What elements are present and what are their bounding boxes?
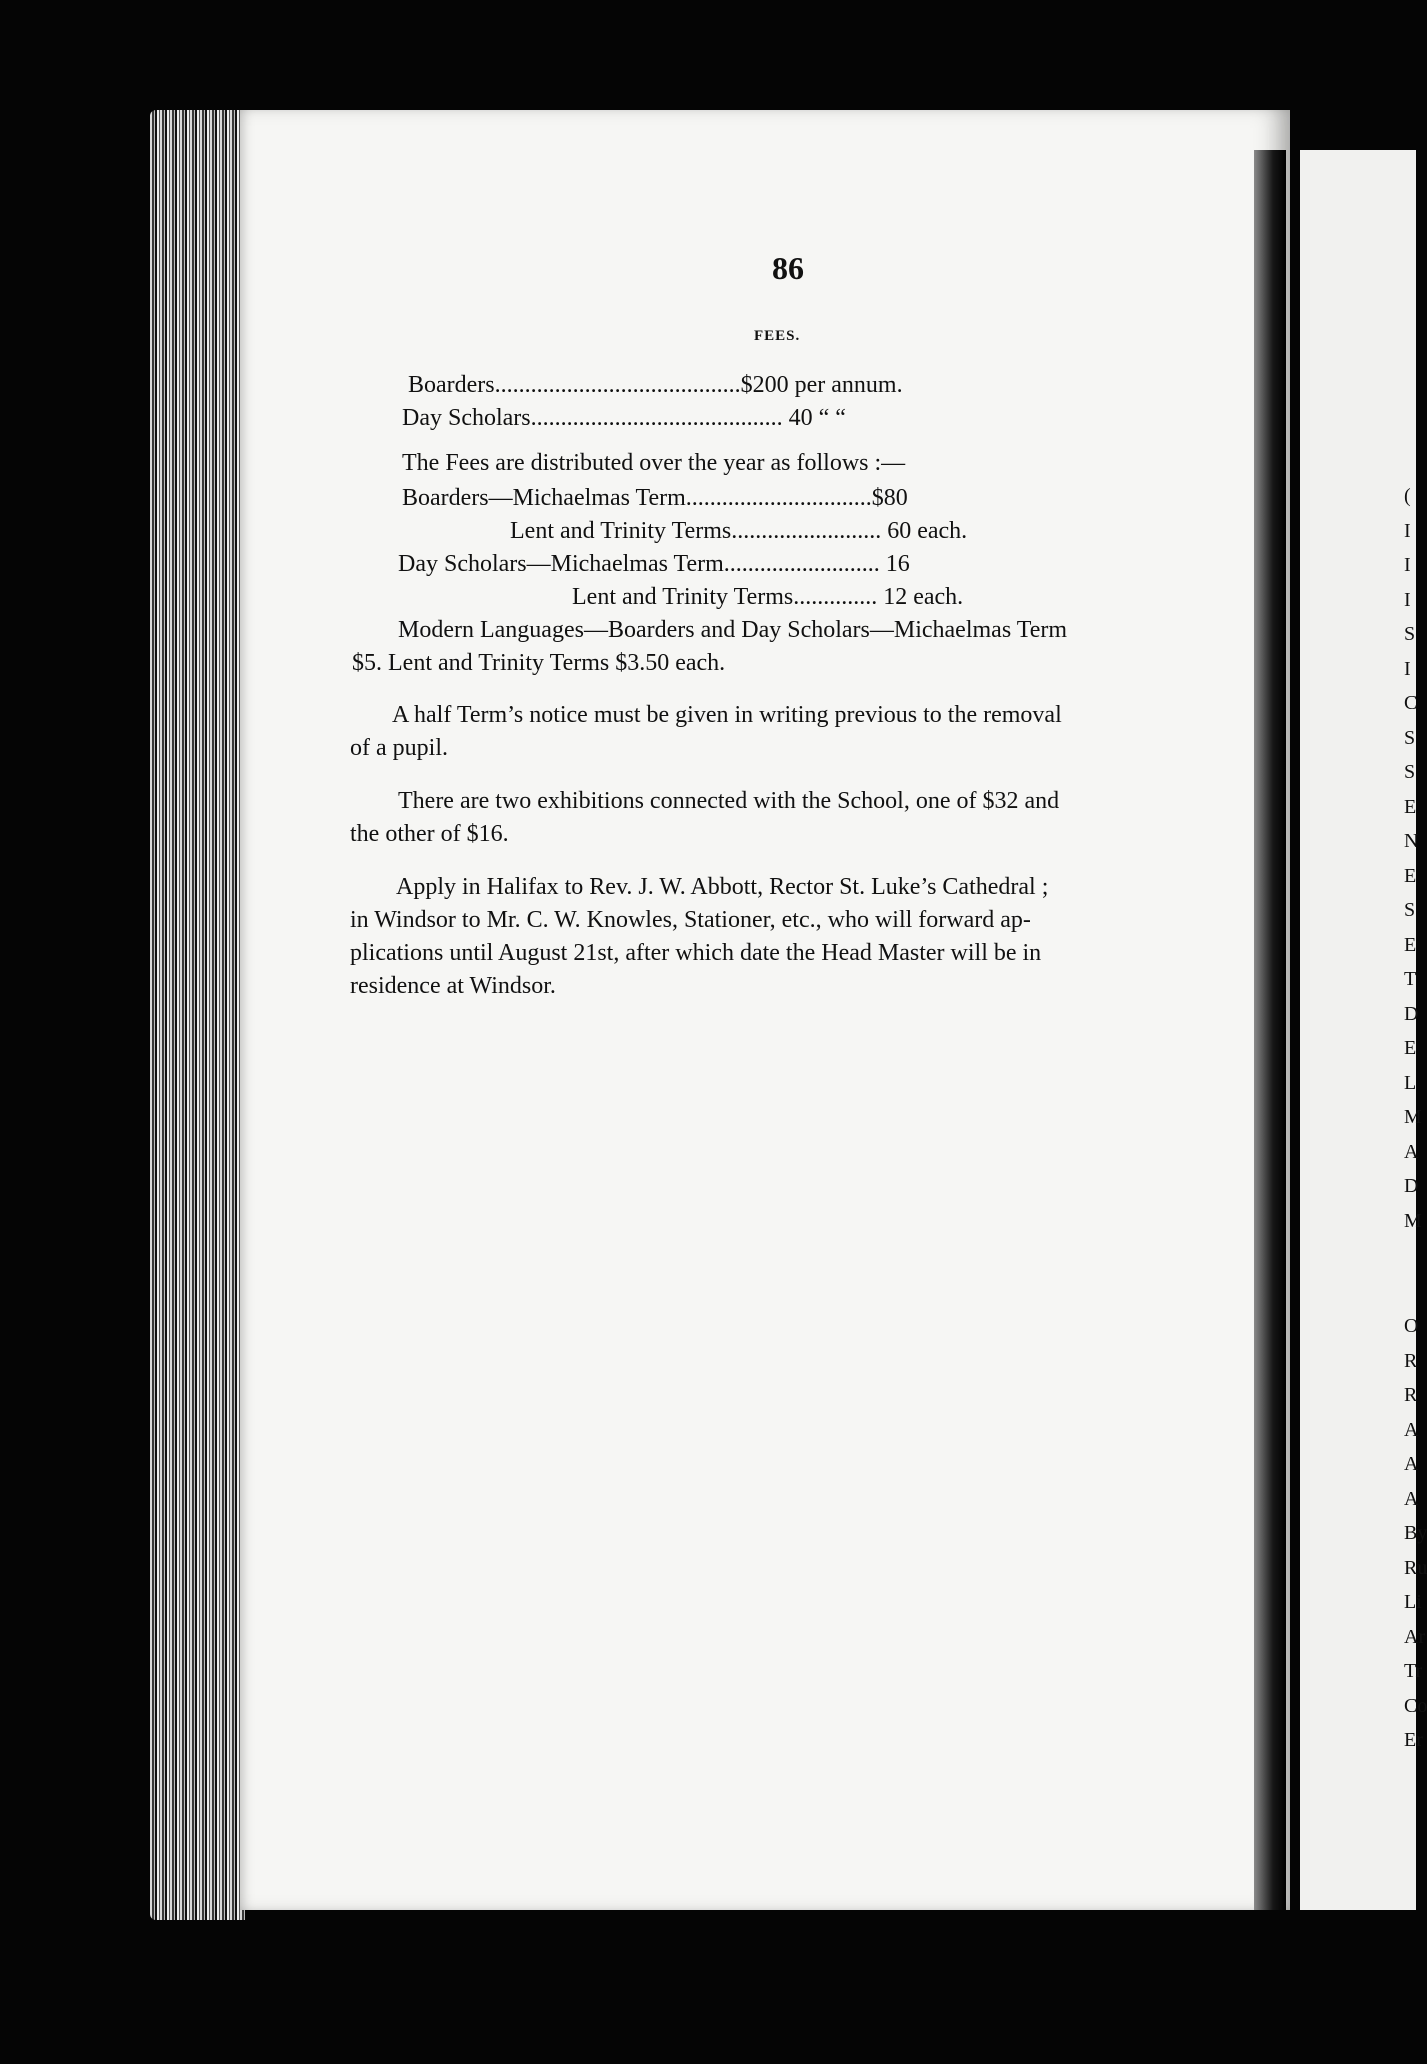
facing-page-letter: L — [1404, 1071, 1417, 1094]
exhibition-line: the other of $16. — [350, 821, 509, 847]
fee-line-day-lent: Lent and Trinity Terms.............. 12 each. — [572, 584, 964, 610]
facing-page-letter: R — [1404, 1349, 1418, 1372]
facing-page-letter: N — [1404, 830, 1419, 852]
facing-page-letter: I — [1404, 519, 1411, 542]
fee-line-modern-languages-cont: $5. Lent and Trinity Terms $3.50 each. — [352, 650, 726, 676]
facing-page-letter: ( — [1404, 485, 1411, 507]
facing-page-letter: E — [1404, 795, 1417, 818]
page-number: 86 — [772, 250, 804, 286]
fee-line-day-scholars: Day Scholars.......................................... 40 “ “ — [402, 405, 846, 431]
book-spine-shadow — [1254, 150, 1286, 1910]
apply-line: residence at Windsor. — [350, 973, 556, 999]
apply-line: plications until August 21st, after which date the Head Master will be in — [350, 940, 1042, 966]
facing-page-letter: Li — [1404, 1591, 1422, 1613]
facing-page-letter: M — [1404, 1106, 1422, 1128]
facing-page-letter: R — [1404, 1384, 1418, 1406]
facing-page-letter: S — [1404, 899, 1416, 921]
facing-page-letter: O — [1404, 1315, 1419, 1337]
facing-page-letter: A — [1404, 1418, 1419, 1441]
facing-page-letter: Er — [1404, 1729, 1423, 1751]
facing-page-letter: A — [1404, 1140, 1419, 1163]
facing-page-letter: I — [1404, 554, 1411, 576]
facing-page-letter: S — [1404, 761, 1416, 783]
facing-page-letter: I — [1404, 588, 1411, 611]
facing-page-letter: E — [1404, 1037, 1417, 1059]
facing-page-letter: S — [1404, 623, 1416, 645]
fee-line-modern-languages: Modern Languages—Boarders and Day Scholars—Michaelmas Term — [398, 617, 1068, 643]
facing-page-letter: T — [1404, 968, 1417, 990]
facing-page-letter: E — [1404, 933, 1417, 956]
book-page — [240, 110, 1290, 1910]
book-page-edges — [150, 110, 245, 1920]
fee-line-boarders-lent: Lent and Trinity Terms......................... 60 each. — [510, 518, 968, 544]
facing-page-letter: Tr — [1404, 1660, 1423, 1682]
facing-page-letter: A — [1404, 1487, 1419, 1510]
exhibition-line: There are two exhibitions connected with the School, one of $32 and — [398, 788, 1060, 814]
fee-line-day-michaelmas: Day Scholars—Michaelmas Term.......................... 16 — [398, 551, 910, 577]
section-heading: FEES. — [754, 328, 801, 344]
apply-line: Apply in Halifax to Rev. J. W. Abbott, Rector St. Luke’s Cathedral ; — [396, 874, 1049, 900]
facing-page-letter: S — [1404, 726, 1416, 749]
facing-page-letter: Co — [1404, 1694, 1427, 1717]
notice-line: A half Term’s notice must be given in writing previous to the removal — [392, 702, 1062, 728]
fee-line-distribution: The Fees are distributed over the year as follows :— — [402, 450, 906, 476]
fee-line-boarders-michaelmas: Boarders—Michaelmas Term...............................$80 — [402, 485, 908, 511]
facing-page-letter: Ru — [1404, 1556, 1427, 1579]
notice-line: of a pupil. — [350, 735, 448, 761]
facing-page-letter: D — [1404, 1002, 1419, 1025]
facing-page-letter: D — [1404, 1175, 1419, 1197]
facing-page-letter: C — [1404, 692, 1418, 714]
facing-page-letter: I — [1404, 657, 1411, 680]
facing-page-letter: A — [1404, 1453, 1419, 1475]
facing-page-letter: By — [1404, 1522, 1427, 1544]
facing-page — [1300, 150, 1427, 1910]
apply-line: in Windsor to Mr. C. W. Knowles, Stationer, etc., who will forward ap- — [350, 907, 1031, 933]
facing-page-letter: Ar — [1404, 1625, 1426, 1648]
fee-line-boarders: Boarders.........................................$200 per annum. — [408, 372, 903, 398]
facing-page-letter: M — [1404, 1209, 1422, 1232]
facing-page-letter: E — [1404, 864, 1417, 887]
